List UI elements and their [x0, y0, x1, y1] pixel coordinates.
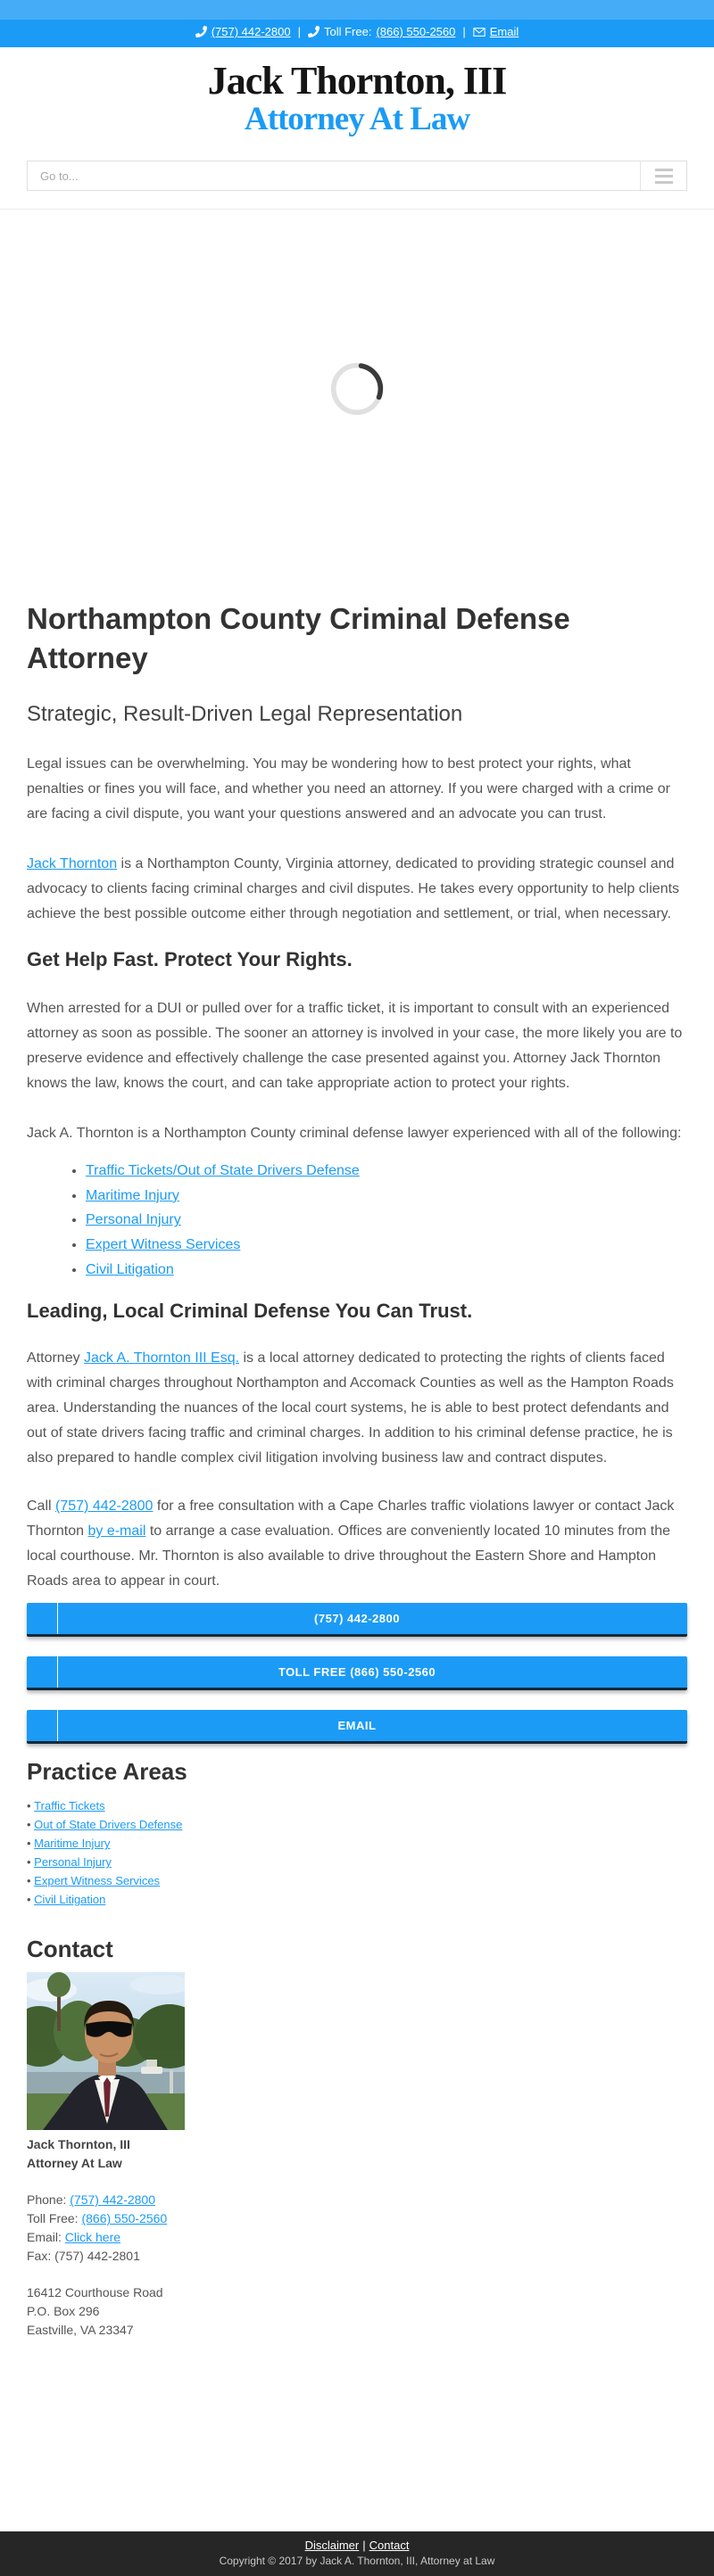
list-item: [86, 1184, 687, 1209]
topbar-phone-link[interactable]: (757) 442-2800: [211, 25, 291, 38]
jack-thornton-link[interactable]: Jack Thornton: [27, 856, 118, 872]
mobile-nav-bar: [27, 161, 687, 191]
about-paragraph: [27, 852, 687, 927]
top-contact-bar: [0, 0, 714, 47]
maritime-injury-link[interactable]: Maritime Injury: [86, 1187, 179, 1203]
office-address: [27, 2283, 687, 2340]
site-footer: [0, 2531, 714, 2576]
get-help-heading: Get Help Fast. Protect Your Rights.: [27, 948, 353, 971]
trust-heading: Leading, Local Criminal Defense You Can Trust.: [27, 1300, 473, 1323]
address-line: 16412 Courthouse Road: [27, 2285, 163, 2300]
practice-areas-list: [27, 1796, 687, 1909]
practice-civil-litigation-link[interactable]: Civil Litigation: [34, 1893, 106, 1907]
list-item: [27, 1796, 687, 1815]
list-item: [86, 1233, 687, 1258]
list-item: [27, 1853, 687, 1871]
intro-paragraph: Legal issues can be overwhelming. You may be wondering how to best protect your rights, what penalties or fines you will face, and whether you need an attorney. If you were charged with a crime or are facing a civil dispute, you want your questions answered and an advocate you can trust.: [27, 756, 670, 822]
services-intro-paragraph: Jack A. Thornton is a Northampton County criminal defense lawyer experienced with all of the following:: [27, 1126, 682, 1142]
contact-phone-line: [27, 2191, 687, 2209]
tollfree-label: Toll Free:: [324, 25, 372, 38]
list-item: [27, 1890, 687, 1909]
contact-details: [27, 2191, 687, 2266]
topbar-tollfree-item: [308, 25, 455, 38]
call-paragraph-text: for a free consultation with a Cape Charles traffic violations lawyer or contact Jack Thornton: [27, 1499, 675, 1540]
list-item: [27, 1815, 687, 1834]
list-item: [27, 1871, 687, 1890]
footer-links: [0, 2539, 714, 2552]
attorney-role: Attorney At Law: [27, 2156, 122, 2171]
about-paragraph-text: is a Northampton County, Virginia attorney, dedicated to providing strategic counsel and advocacy to clients facing criminal charges and civil disputes. He takes every opportunity to help clients achieve the best possible outcome either through negotiation and settlement, or trial, when necessary.: [27, 856, 680, 922]
traffic-tickets-out-of-state-link[interactable]: Traffic Tickets/Out of State Drivers Defense: [86, 1163, 360, 1179]
trust-paragraph-text: Attorney: [27, 1350, 85, 1366]
call-paragraph: [27, 1494, 687, 1594]
loading-spinner-icon: [329, 361, 385, 417]
topbar-separator: |: [462, 25, 466, 38]
nav-menu-select[interactable]: Go to...: [40, 169, 79, 183]
contact-tollfree-line: [27, 2209, 687, 2228]
practice-areas-title: Practice Areas: [27, 1758, 187, 1786]
attorney-name: Jack Thornton, III: [27, 2137, 130, 2152]
personal-injury-link[interactable]: Personal Injury: [86, 1212, 181, 1228]
practice-maritime-injury-link[interactable]: Maritime Injury: [34, 1837, 111, 1851]
practice-expert-witness-link[interactable]: Expert Witness Services: [34, 1874, 161, 1888]
attorney-name-block: [27, 2135, 687, 2173]
copyright-text: Copyright © 2017 by Jack A. Thornton, III, Attorney at Law: [219, 2555, 495, 2567]
disclaimer-link[interactable]: Disclaimer: [304, 2539, 360, 2552]
site-header: [0, 47, 714, 210]
site-logo[interactable]: [0, 59, 714, 137]
topbar-email-link[interactable]: Email: [489, 25, 519, 38]
footer-contact-link[interactable]: Contact: [369, 2539, 410, 2552]
get-help-paragraph: When arrested for a DUI or pulled over for a traffic ticket, it is important to consult with an experienced attorney as soon as possible. The sooner an attorney is involved in your case, the more likely you are to preserve evidence and effectively challenge the case presented against you. Attorney Jack Thornton knows the law, knows the court, and can take appropriate action to protect your rights.: [27, 1001, 683, 1092]
page-title: Northampton County Criminal Defense Attorney: [27, 602, 570, 674]
phone-icon: [195, 26, 207, 37]
phone-label: Phone:: [27, 2192, 71, 2208]
list-item: [86, 1159, 687, 1184]
toll-free-button[interactable]: TOLL FREE (866) 550-2560: [27, 1656, 687, 1690]
address-line: Eastville, VA 23347: [27, 2323, 134, 2338]
topbar-email-item: [473, 25, 519, 38]
contact-phone-link[interactable]: (757) 442-2800: [70, 2192, 156, 2208]
contact-fax-line: Fax: (757) 442-2801: [27, 2249, 140, 2264]
call-paragraph-text: Call: [27, 1499, 56, 1515]
footer-separator: |: [362, 2539, 366, 2552]
list-item: [27, 1834, 687, 1853]
envelope-icon: [473, 27, 486, 37]
practice-personal-injury-link[interactable]: Personal Injury: [34, 1855, 112, 1870]
main-content: [27, 417, 687, 2340]
list-item: [86, 1208, 687, 1233]
contact-email-link[interactable]: Click here: [64, 2230, 121, 2245]
expert-witness-link[interactable]: Expert Witness Services: [86, 1236, 241, 1252]
logo-tagline: Attorney At Law: [244, 100, 470, 137]
call-paragraph-text: to arrange a case evaluation. Offices are conveniently located 10 minutes from the local courthouse. Mr. Thornton is also available to drive throughout the Eastern Shore and Hampton Roads area to appear in court.: [27, 1523, 670, 1589]
by-email-link[interactable]: by e-mail: [87, 1523, 146, 1540]
civil-litigation-link[interactable]: Civil Litigation: [86, 1261, 174, 1277]
address-line: P.O. Box 296: [27, 2304, 100, 2319]
services-list: [27, 1159, 687, 1282]
email-button[interactable]: EMAIL: [27, 1710, 687, 1744]
contact-title: Contact: [27, 1936, 113, 1963]
jack-thornton-esq-link[interactable]: Jack A. Thornton III Esq.: [84, 1350, 240, 1366]
attorney-portrait-photo: [27, 1972, 185, 2130]
topbar-phone-item: [195, 25, 291, 38]
tollfree-label: Toll Free:: [27, 2211, 82, 2226]
hamburger-menu-icon[interactable]: [640, 161, 686, 190]
trust-paragraph: [27, 1346, 687, 1471]
trust-paragraph-text: is a local attorney dedicated to protecting the rights of clients faced with criminal charges throughout Northampton and Accomack Counties as well as the Hampton Roads area. Understanding the nuances of the local court systems, he is able to best protect defendants and out of state drivers facing traffic and criminal charges. In addition to his criminal defense practice, he is also prepared to handle complex civil litigation involving business law and contract disputes.: [27, 1350, 674, 1466]
phone-number-link[interactable]: (757) 442-2800: [55, 1499, 154, 1515]
contact-email-line: [27, 2228, 687, 2247]
page-subtitle: Strategic, Result-Driven Legal Representation: [27, 702, 463, 727]
practice-traffic-tickets-link[interactable]: Traffic Tickets: [34, 1799, 105, 1813]
list-item: [86, 1258, 687, 1283]
phone-icon: [308, 26, 320, 37]
contact-tollfree-link[interactable]: (866) 550-2560: [81, 2211, 168, 2226]
email-label: Email:: [27, 2230, 65, 2245]
practice-out-of-state-link[interactable]: Out of State Drivers Defense: [34, 1818, 183, 1832]
call-phone-button[interactable]: (757) 442-2800: [27, 1603, 687, 1637]
topbar-separator: |: [297, 25, 301, 38]
topbar-tollfree-link[interactable]: (866) 550-2560: [376, 25, 456, 38]
logo-name: Jack Thornton, III: [207, 59, 507, 103]
spinner-area: [0, 361, 714, 417]
